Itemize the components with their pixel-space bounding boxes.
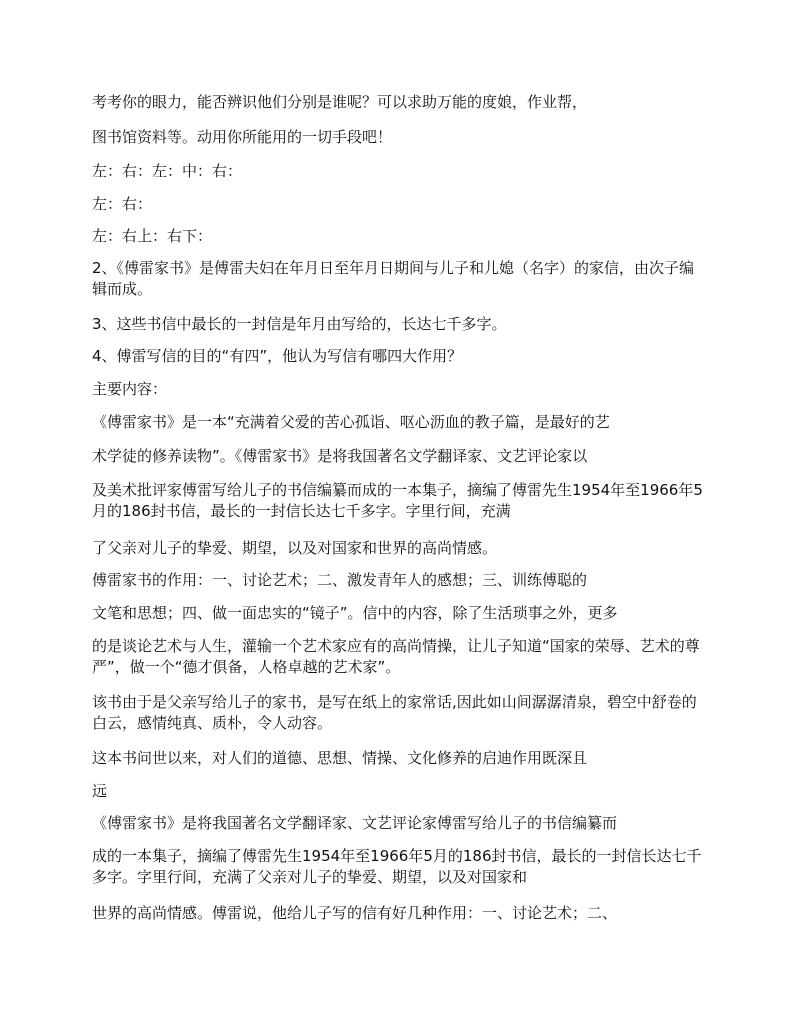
paragraph-12: 及美术批评家傅雷写给儿子的书信编纂而成的一本集子，摘编了傅雷先生1954年至1966年5月的186封书信，最长的一封信长达七千多字。字里行间，充满 [92, 481, 703, 520]
paragraph-7: 3、这些书信中最长的一封信是年月由写给的，长达七千多字。 [92, 315, 507, 333]
paragraph-19: 远 [92, 782, 108, 800]
paragraph-4: 左：右： [92, 195, 153, 213]
paragraph-22: 世界的高尚情感。傅雷说，他给儿子写的信有好几种作用：一、讨论艺术；二、 [92, 904, 618, 922]
paragraph-11: 术学徒的修养读物”。《傅雷家书》是将我国著名文学翻译家、文艺评论家以 [92, 447, 588, 465]
paragraph-10: 《傅雷家书》是一本“充满着父爱的苦心孤诣、呕心沥血的教子篇，是最好的艺 [92, 413, 610, 431]
paragraph-16: 的是谈论艺术与人生，灌输一个艺术家应有的高尚情操，让儿子知道“国家的荣辱、艺术的尊严”，做一个“德才俱备，人格卓越的艺术家”。 [92, 637, 700, 676]
paragraph-5: 左：右上：右下： [92, 227, 213, 245]
paragraph-8: 4、傅雷写信的目的“有四”，他认为写信有哪四大作用？ [92, 347, 463, 365]
paragraph-20: 《傅雷家书》是将我国著名文学翻译家、文艺评论家傅雷写给儿子的书信编纂而 [92, 814, 618, 832]
paragraph-1: 考考你的眼力，能否辨识他们分别是谁呢？可以求助万能的度娘，作业帮， [92, 93, 588, 111]
paragraph-6: 2、《傅雷家书》是傅雷夫妇在年月日至年月日期间与儿子和儿媳（名字）的家信，由次子编辑而成。 [92, 259, 695, 298]
paragraph-17: 该书由于是父亲写给儿子的家书，是写在纸上的家常话,因此如山间潺潺清泉，碧空中舒卷的白云，感情纯真、质朴，令人动容。 [92, 693, 697, 732]
paragraph-3: 左：右：左：中：右： [92, 162, 243, 180]
paragraph-9: 主要内容： [92, 380, 168, 398]
paragraph-15: 文笔和思想；四、做一面忠实的“镜子”。信中的内容，除了生活琐事之外，更多 [92, 604, 618, 622]
paragraph-2: 图书馆资料等。动用你所能用的一切手段吧！ [92, 128, 393, 146]
paragraph-21: 成的一本集子，摘编了傅雷先生1954年至1966年5月的186封书信，最长的一封信长达七千多字。字里行间，充满了父亲对儿子的挚爱、期望，以及对国家和 [92, 847, 702, 886]
paragraph-13: 了父亲对儿子的挚爱、期望，以及对国家和世界的高尚情感。 [92, 539, 498, 557]
paragraph-14: 傅雷家书的作用：一、讨论艺术；二、激发青年人的感想；三、训练傅聪的 [92, 571, 588, 589]
paragraph-18: 这本书问世以来，对人们的道德、思想、情操、文化修养的启迪作用既深且 [92, 749, 588, 767]
